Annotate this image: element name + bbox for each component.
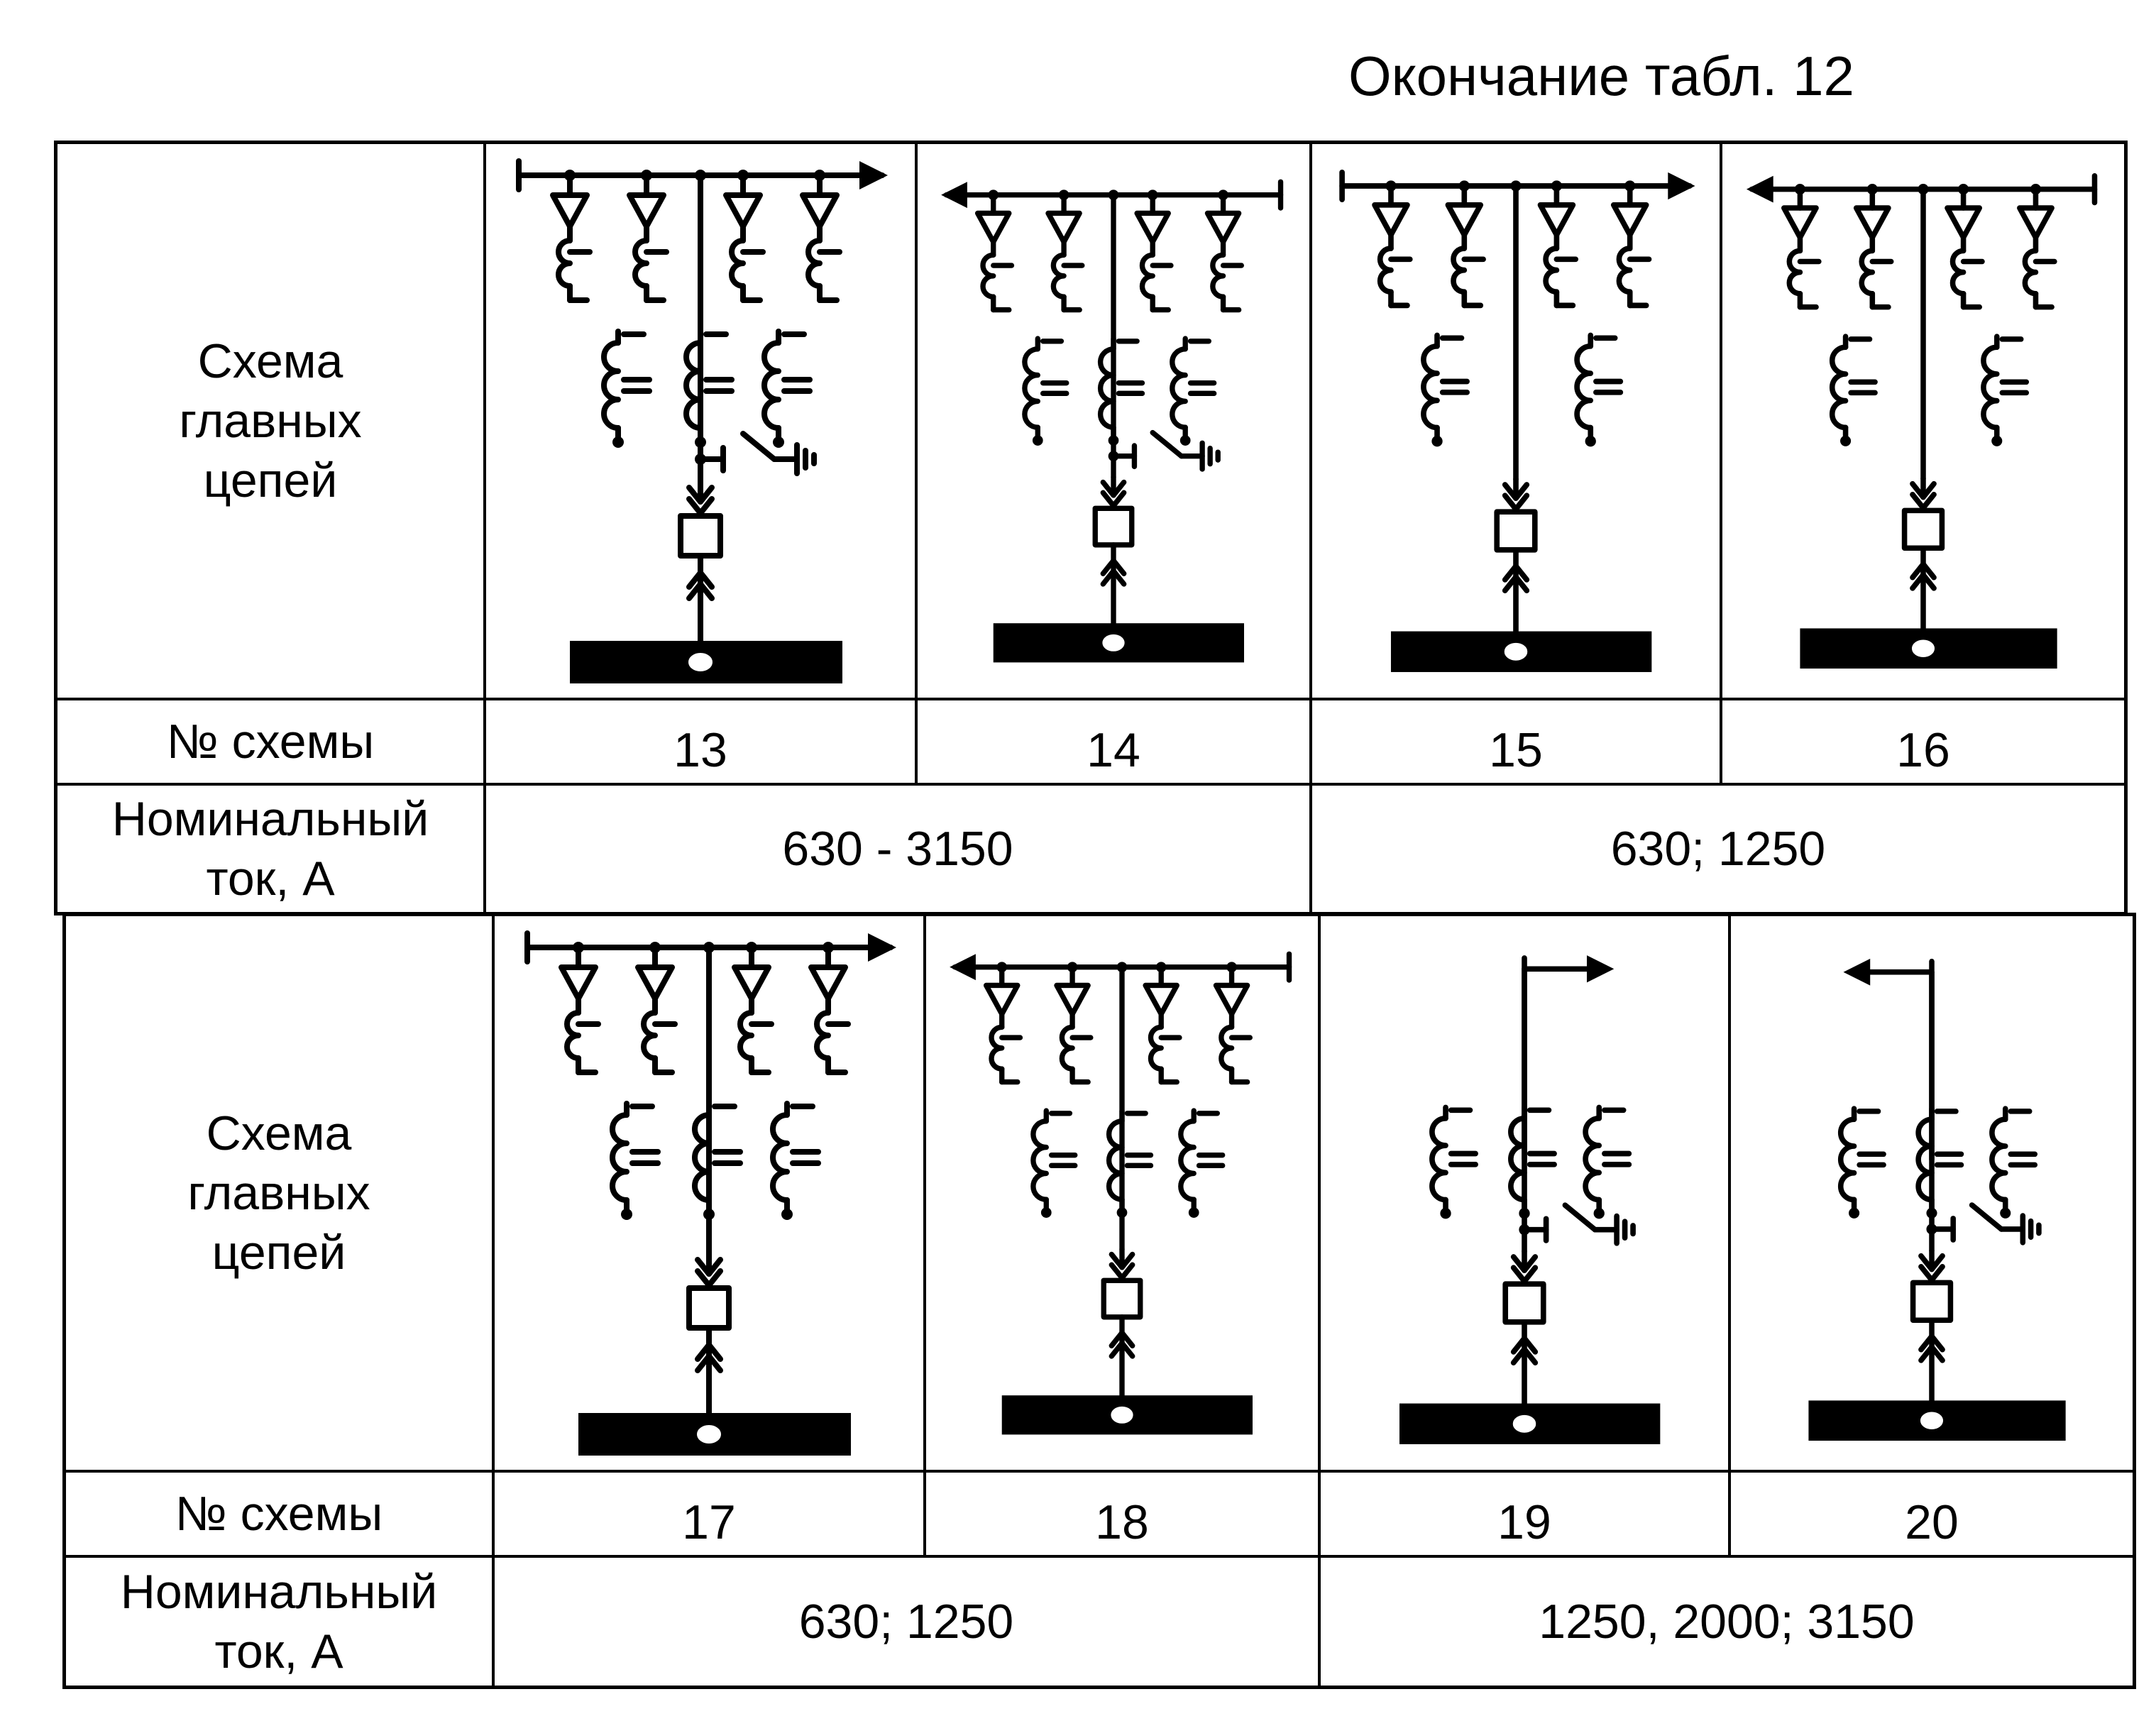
surge-arrester-4 [2020, 184, 2055, 307]
earthing-switch [1109, 433, 1219, 470]
table-caption: Окончание табл. 12 [1348, 45, 1854, 107]
surge-arrester-1 [1375, 180, 1410, 305]
surge-arrester-3 [726, 170, 763, 300]
row-label-scheme: Схема главных цепей [57, 144, 486, 700]
scheme-diagram-13 [486, 144, 918, 700]
scheme-diagram-14 [918, 144, 1312, 700]
scheme-number-18: 18 [926, 1473, 1321, 1558]
surge-arrester-4 [1614, 180, 1649, 305]
surge-arrester-4 [1216, 962, 1250, 1082]
current-transformer-left [1841, 1109, 1883, 1219]
surge-arrester-2 [1048, 189, 1082, 309]
current-transformer-center [695, 1104, 740, 1220]
circuit-breaker [681, 516, 720, 556]
scheme-number-15: 15 [1312, 700, 1722, 786]
busbar-tap [1913, 640, 1934, 656]
current-transformer-right [1984, 336, 2026, 446]
current-transformer-right [764, 331, 810, 448]
current-transformer-center [686, 331, 732, 448]
current-transformer-right [1172, 339, 1214, 446]
scheme-number-14: 14 [918, 700, 1312, 786]
busbar-tap [1514, 1416, 1536, 1432]
row-label-number: № схемы [66, 1473, 495, 1558]
scheme-number-17: 17 [495, 1473, 926, 1558]
surge-arrester-4 [1207, 189, 1241, 309]
current-transformer-right [1577, 335, 1620, 446]
rated-current-15-16: 630; 1250 [1610, 822, 1826, 876]
scheme-number-16: 16 [1722, 700, 2124, 786]
scheme-number-19: 19 [1321, 1473, 1731, 1558]
surge-arrester-3 [1137, 189, 1171, 309]
surge-arrester-4 [811, 942, 848, 1072]
surge-arrester-2 [629, 170, 666, 300]
current-transformer-left [1832, 336, 1875, 446]
circuit-breaker [1104, 1280, 1140, 1317]
circuit-breaker [1913, 1282, 1951, 1320]
surge-arrester-3 [735, 942, 771, 1072]
scheme-diagram-20 [1731, 916, 2133, 1473]
current-transformer-right [773, 1104, 818, 1220]
surge-arrester-1 [986, 962, 1021, 1082]
surge-arrester-2 [1057, 962, 1091, 1082]
current-transformer-center [1918, 1109, 1961, 1219]
surge-arrester-1 [561, 942, 598, 1072]
earthing-switch [695, 434, 814, 473]
earthing-switch [1926, 1205, 2038, 1243]
current-transformer-right [1585, 1107, 1629, 1219]
surge-arrester-3 [1145, 962, 1179, 1082]
row-label-scheme: Схема главных цепей [66, 916, 495, 1473]
current-transformer-center [1109, 1111, 1151, 1218]
busbar-tap [689, 654, 712, 671]
scheme-number-13: 13 [486, 700, 918, 786]
surge-arrester-1 [553, 170, 590, 300]
busbar-tap [698, 1426, 720, 1443]
circuit-breaker [1095, 508, 1132, 545]
scheme-number-20: 20 [1731, 1473, 2133, 1558]
surge-arrester-4 [803, 170, 840, 300]
busbar-tap [1921, 1412, 1942, 1429]
current-transformer-left [1424, 335, 1467, 446]
current-transformer-left [1025, 339, 1067, 446]
current-transformer-right [1181, 1111, 1223, 1218]
busbar-tap [1111, 1407, 1132, 1423]
scheme-diagram-16 [1722, 144, 2124, 700]
circuit-breaker [1497, 512, 1535, 550]
circuit-breaker [1505, 1284, 1544, 1322]
surge-arrester-2 [638, 942, 675, 1072]
surge-arrester-1 [1784, 184, 1819, 307]
row-label-number: № схемы [57, 700, 486, 786]
rated-current-13-14: 630 - 3150 [486, 786, 1312, 912]
current-transformer-center [1511, 1107, 1554, 1219]
circuit-breaker [1905, 510, 1942, 548]
busbar-tap [1505, 644, 1527, 660]
rated-current-17-18: 630; 1250 [495, 1558, 1321, 1686]
busbar-tap [1103, 635, 1123, 651]
current-transformer-left [604, 331, 649, 448]
scheme-diagram-17 [495, 916, 926, 1473]
scheme-diagram-15 [1312, 144, 1722, 700]
surge-arrester-1 [978, 189, 1012, 309]
current-transformer-left [1033, 1111, 1075, 1218]
row-label-current: Номинальный ток, А [57, 786, 486, 912]
current-transformer-center [1101, 339, 1143, 446]
rated-current-19-20: 1250, 2000; 3150 [1539, 1595, 1915, 1649]
surge-arrester-3 [1947, 184, 1982, 307]
current-transformer-right [1992, 1109, 2035, 1219]
surge-arrester-2 [1448, 180, 1483, 305]
schemes-table-bottom [62, 913, 2136, 1689]
surge-arrester-3 [1540, 180, 1575, 305]
circuit-breaker [689, 1288, 729, 1328]
schemes-table-top [54, 141, 2128, 916]
cable-lead [1524, 955, 1614, 1159]
scheme-diagram-19 [1321, 916, 1731, 1473]
scheme-diagram-18 [926, 916, 1321, 1473]
current-transformer-left [1432, 1107, 1475, 1219]
earthing-switch [1519, 1205, 1633, 1243]
row-label-current: Номинальный ток, А [66, 1558, 495, 1686]
current-transformer-left [612, 1104, 658, 1220]
surge-arrester-2 [1857, 184, 1891, 307]
